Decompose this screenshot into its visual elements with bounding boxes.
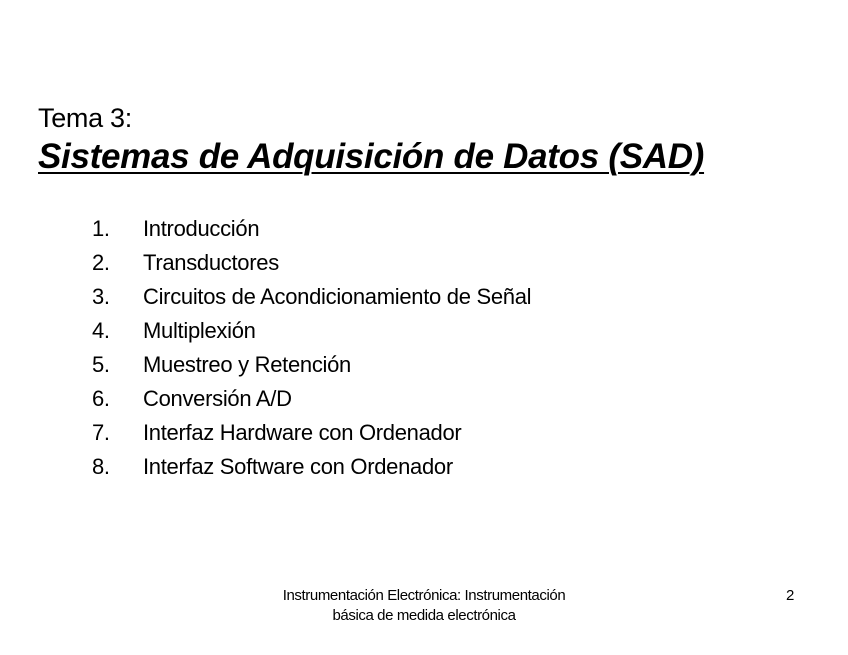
topic-list	[92, 212, 531, 484]
topic-number: 8.	[92, 454, 110, 479]
topic-label: Multiplexión	[143, 318, 256, 343]
footer-line-1: Instrumentación Electrónica: Instrumentación	[282, 587, 566, 604]
page-number: 2	[786, 587, 795, 604]
topic-item	[92, 212, 531, 246]
topic-number: 3.	[92, 284, 110, 309]
topic-number: 7.	[92, 420, 110, 445]
topic-item	[92, 348, 531, 382]
topic-label: Muestreo y Retención	[143, 352, 351, 377]
topic-number: 4.	[92, 318, 110, 343]
topic-number: 6.	[92, 386, 110, 411]
topic-number: 2.	[92, 250, 110, 275]
topic-number: 5.	[92, 352, 110, 377]
topic-item	[92, 246, 531, 280]
slide-footer	[224, 586, 624, 626]
topic-label: Conversión A/D	[143, 386, 292, 411]
slide-subtitle: Tema 3:	[38, 103, 132, 133]
topic-item	[92, 382, 531, 416]
topic-item	[92, 280, 531, 314]
topic-item	[92, 416, 531, 450]
topic-label: Interfaz Hardware con Ordenador	[143, 420, 462, 445]
topic-label: Circuitos de Acondicionamiento de Señal	[143, 284, 532, 309]
topic-label: Interfaz Software con Ordenador	[143, 454, 453, 479]
slide-title: Sistemas de Adquisición de Datos (SAD)	[38, 137, 705, 176]
footer-line-2: básica de medida electrónica	[332, 607, 516, 624]
topic-item	[92, 314, 531, 348]
topic-label: Introducción	[143, 216, 260, 241]
topic-number: 1.	[92, 216, 110, 241]
topic-label: Transductores	[143, 250, 279, 275]
topic-item	[92, 450, 531, 484]
